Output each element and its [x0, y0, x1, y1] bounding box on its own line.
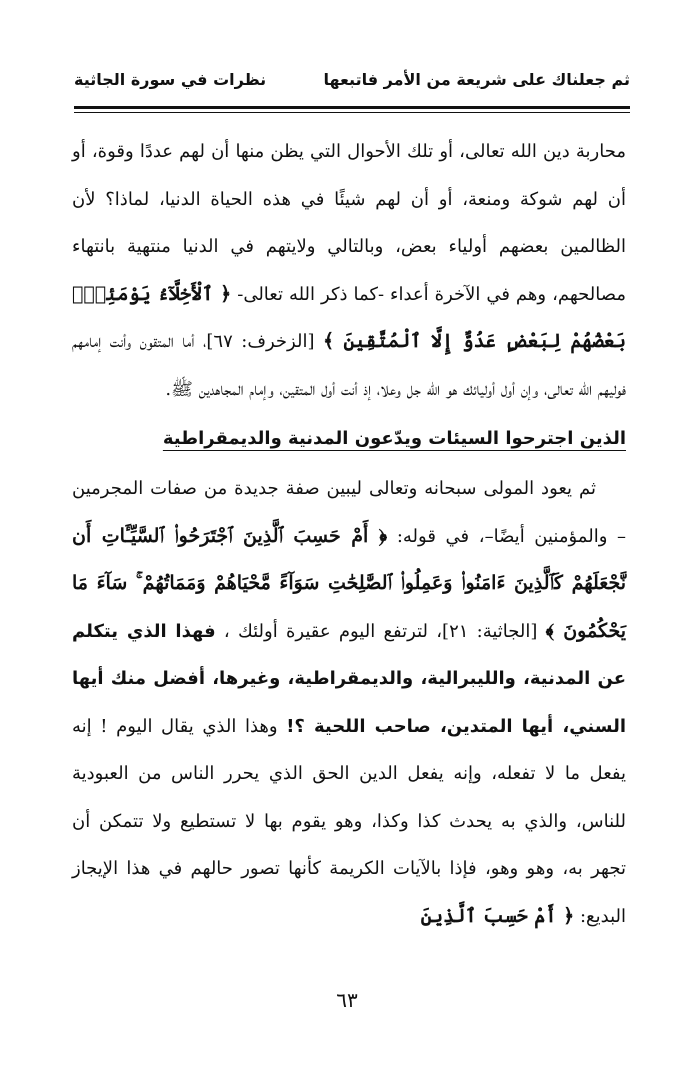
para1-text-2: [الزخرف: ٦٧]، أما المتقون وأنت إمامهم فوليهم الله تعالى، وإن أول أوليائك هو الله جل وعلا، إذ أنت أول المتقين، وإمام المجاهدين ﷺ.	[72, 331, 626, 400]
para2-bold-text: فهذا الذي يتكلم عن المدنية، والليبرالية، والديمقراطية، وغيرها، أفضل منك أيها السني، أيها المتدين، صاحب اللحية ؟!	[72, 620, 626, 737]
header-rule-thick	[74, 106, 630, 109]
header-chapter-title: ثم جعلناك على شريعة من الأمر فاتبعها	[323, 70, 630, 89]
header-book-title: نظرات في سورة الجاثية	[74, 70, 267, 89]
header-rule-thin	[74, 112, 630, 113]
para2-text-1: ثم يعود المولى سبحانه وتعالى ليبين صفة جديدة من صفات المجرمين – والمؤمنين أيضًا–، في قوله:	[72, 478, 627, 547]
page-number: ٦٣	[336, 988, 358, 1012]
quran-verse-jathiya: ﴿ أَمْ حَسِبَ ٱلَّذِينَ ٱجْتَرَحُوا۟ ٱلسَّيِّـَٔاتِ أَن نَّجْعَلَهُمْ كَٱلَّذِينَ ءَامَنُوا۟ وَعَمِلُوا۟ ٱلصَّٰلِحَٰتِ سَوَآءً مَّحْيَاهُمْ وَمَمَاتُهُمْ ۚ سَآءَ مَا يَحْكُمُونَ ﴾	[72, 524, 627, 642]
paragraph-2	[72, 465, 626, 940]
para1-text-1: محاربة دين الله تعالى، أو تلك الأحوال التي يظن منها أن لهم عددًا وقوة، أو أن لهم شوكة ومنعة، أو أن لهم شيئًا في هذه الحياة الدنيا، لماذا؟ لأن الظالمين بعضهم أولياء بعض، وبالتالي ولايتهم في الدنيا منتهية بانتهاء مصالحهم، وهم في الآخرة أعداء -كما ذكر الله تعالى-	[72, 141, 626, 305]
quran-verse-zukhruf: ﴿ ٱلْأَخِلَّآءُ يَوْمَئِذٍۭ بَعْضُهُمْ لِبَعْضٍ عَدُوٌّ إِلَّا ٱلْمُتَّقِينَ ﴾	[72, 282, 626, 352]
running-header	[74, 66, 630, 104]
section-heading: الذين اجترحوا السيئات ويدّعون المدنية والديمقراطية	[162, 428, 626, 449]
paragraph-1	[72, 128, 626, 413]
quran-verse-fragment: ﴿ أَمْ حَسِبَ ٱلَّذِينَ	[420, 904, 575, 927]
para2-text-3: وهذا الذي يقال اليوم ! إنه يفعل ما لا تفعله، وإنه يفعل الدين الحق الذي يحرر الناس من العبودية للناس، والذي به يحدث كذا وكذا، وهو يقوم بها لا تستطيع ولا تتمكن أن تجهر به، وهو وهو، فإذا بالآيات الكريمة كأنها تصور حالهم في هذا الإيجاز البديع:	[72, 715, 626, 927]
body-text	[72, 128, 626, 940]
para2-text-2: [الجاثية: ٢١]، لترتفع اليوم عقيرة أولئك ،	[215, 620, 546, 642]
